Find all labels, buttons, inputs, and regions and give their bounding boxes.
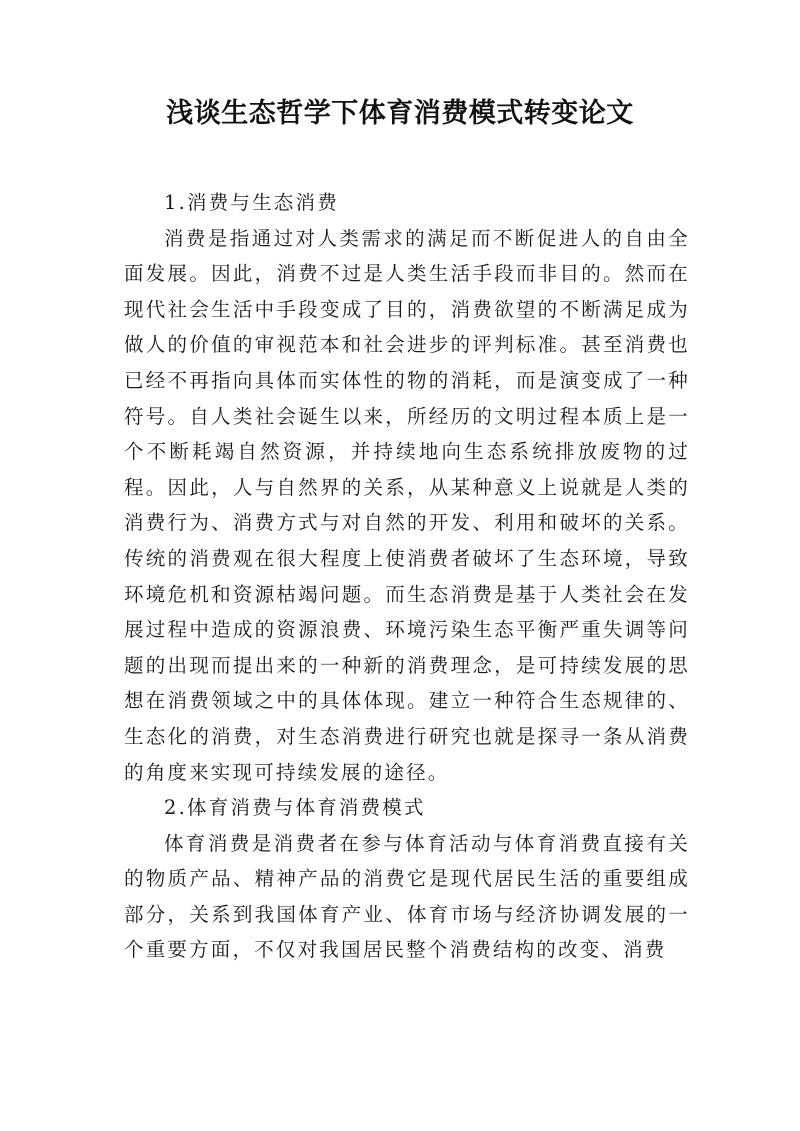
paragraph-sports-consumption: 体育消费是消费者在参与体育活动与体育消费直接有关的物质产品、精神产品的消费它是现代居民生活的重要组成部分，关系到我国体育产业、体育市场与经济协调发展的一个重要方面，不仅对我国居民整个消费结构的改变、消费 [124,831,690,962]
document-title: 浅谈生态哲学下体育消费模式转变论文 [166,98,634,129]
section-heading-2: 2.体育消费与体育消费模式 [164,796,426,820]
paragraph-consumption: 消费是指通过对人类需求的满足而不断促进人的自由全面发展。因此，消费不过是人类生活手段而非目的。然而在现代社会生活中手段变成了目的，消费欲望的不断满足成为做人的价值的审视范本和社会进步的评判标准。甚至消费也已经不再指向具体而实体性的物的消耗，而是演变成了一种符号。自人类社会诞生以来，所经历的文明过程本质上是一个不断耗竭自然资源，并持续地向生态系统排放废物的过程。因此，人与自然界的关系，从某种意义上说就是人类的消费行为、消费方式与对自然的开发、利用和破坏的关系。传统的消费观在很大程度上使消费者破坏了生态环境，导致环境危机和资源枯竭问题。而生态消费是基于人类社会在发展过程中造成的资源浪费、环境污染生态平衡严重失调等问题的出现而提出来的一种新的消费理念，是可持续发展的思想在消费领域之中的具体体现。建立一种符合生态规律的、生态化的消费，对生态消费进行研究也就是探寻一条从消费的角度来实现可持续发展的途径。 [124,226,690,784]
document-body [124,185,690,968]
section-heading-1: 1.消费与生态消费 [164,191,339,214]
